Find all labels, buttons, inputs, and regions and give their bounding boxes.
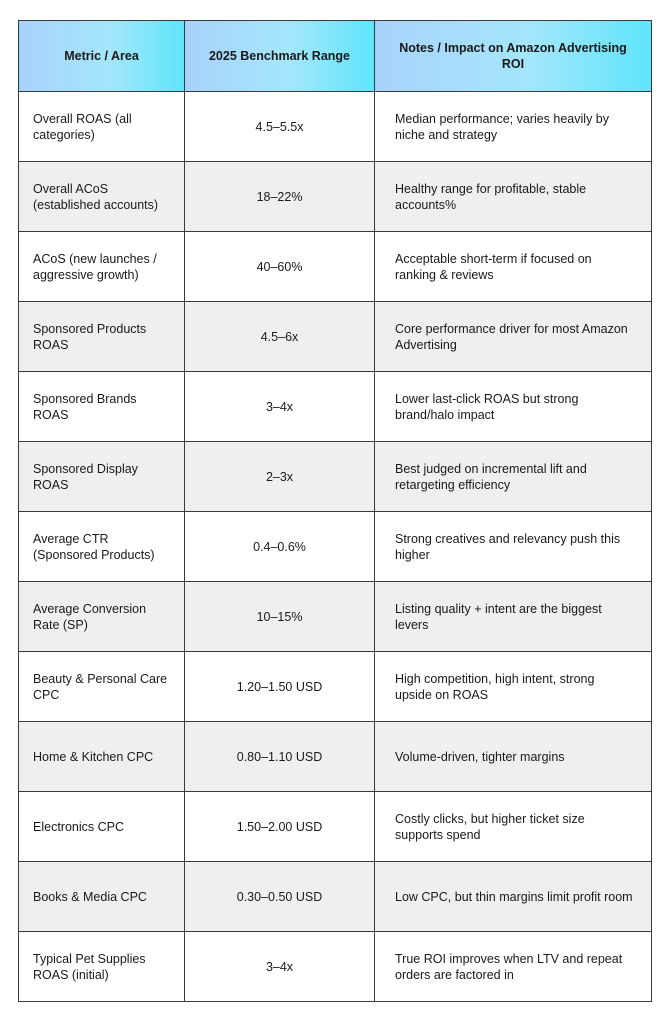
header-row — [19, 21, 652, 92]
metric-cell: Home & Kitchen CPC — [19, 722, 185, 792]
table-header — [19, 21, 652, 92]
header-notes: Notes / Impact on Amazon Advertising ROI — [375, 21, 652, 92]
header-range: 2025 Benchmark Range — [185, 21, 375, 92]
range-cell: 0.80–1.10 USD — [185, 722, 375, 792]
metric-cell: Overall ROAS (all categories) — [19, 92, 185, 162]
metric-cell: ACoS (new launches / aggressive growth) — [19, 232, 185, 302]
metric-cell: Sponsored Display ROAS — [19, 442, 185, 512]
notes-cell: Listing quality + intent are the biggest levers — [375, 582, 652, 652]
range-cell: 4.5–6x — [185, 302, 375, 372]
range-cell: 0.4–0.6% — [185, 512, 375, 582]
notes-cell: Volume-driven, tighter margins — [375, 722, 652, 792]
table-row — [19, 722, 652, 792]
range-cell: 1.50–2.00 USD — [185, 792, 375, 862]
table-row — [19, 92, 652, 162]
metric-cell: Overall ACoS (established accounts) — [19, 162, 185, 232]
notes-cell: Lower last-click ROAS but strong brand/halo impact — [375, 372, 652, 442]
benchmark-table — [18, 20, 652, 1002]
metric-cell: Sponsored Products ROAS — [19, 302, 185, 372]
notes-cell: Costly clicks, but higher ticket size supports spend — [375, 792, 652, 862]
notes-cell: Median performance; varies heavily by niche and strategy — [375, 92, 652, 162]
notes-cell: Healthy range for profitable, stable accounts% — [375, 162, 652, 232]
table-row — [19, 232, 652, 302]
range-cell: 2–3x — [185, 442, 375, 512]
range-cell: 10–15% — [185, 582, 375, 652]
table-row — [19, 582, 652, 652]
table-row — [19, 932, 652, 1002]
notes-cell: Core performance driver for most Amazon Advertising — [375, 302, 652, 372]
metric-cell: Average CTR (Sponsored Products) — [19, 512, 185, 582]
table-row — [19, 162, 652, 232]
range-cell: 1.20–1.50 USD — [185, 652, 375, 722]
table-row — [19, 792, 652, 862]
table-row — [19, 302, 652, 372]
range-cell: 3–4x — [185, 372, 375, 442]
notes-cell: High competition, high intent, strong upside on ROAS — [375, 652, 652, 722]
notes-cell: Best judged on incremental lift and retargeting efficiency — [375, 442, 652, 512]
metric-cell: Books & Media CPC — [19, 862, 185, 932]
metric-cell: Beauty & Personal Care CPC — [19, 652, 185, 722]
range-cell: 4.5–5.5x — [185, 92, 375, 162]
table-row — [19, 862, 652, 932]
notes-cell: Strong creatives and relevancy push this higher — [375, 512, 652, 582]
metric-cell: Average Conversion Rate (SP) — [19, 582, 185, 652]
table-row — [19, 442, 652, 512]
range-cell: 0.30–0.50 USD — [185, 862, 375, 932]
notes-cell: True ROI improves when LTV and repeat orders are factored in — [375, 932, 652, 1002]
table-row — [19, 652, 652, 722]
table-row — [19, 512, 652, 582]
range-cell: 40–60% — [185, 232, 375, 302]
metric-cell: Sponsored Brands ROAS — [19, 372, 185, 442]
table-row — [19, 372, 652, 442]
range-cell: 18–22% — [185, 162, 375, 232]
notes-cell: Low CPC, but thin margins limit profit room — [375, 862, 652, 932]
metric-cell: Electronics CPC — [19, 792, 185, 862]
metric-cell: Typical Pet Supplies ROAS (initial) — [19, 932, 185, 1002]
header-metric: Metric / Area — [19, 21, 185, 92]
range-cell: 3–4x — [185, 932, 375, 1002]
table-body — [19, 92, 652, 1002]
notes-cell: Acceptable short-term if focused on ranking & reviews — [375, 232, 652, 302]
